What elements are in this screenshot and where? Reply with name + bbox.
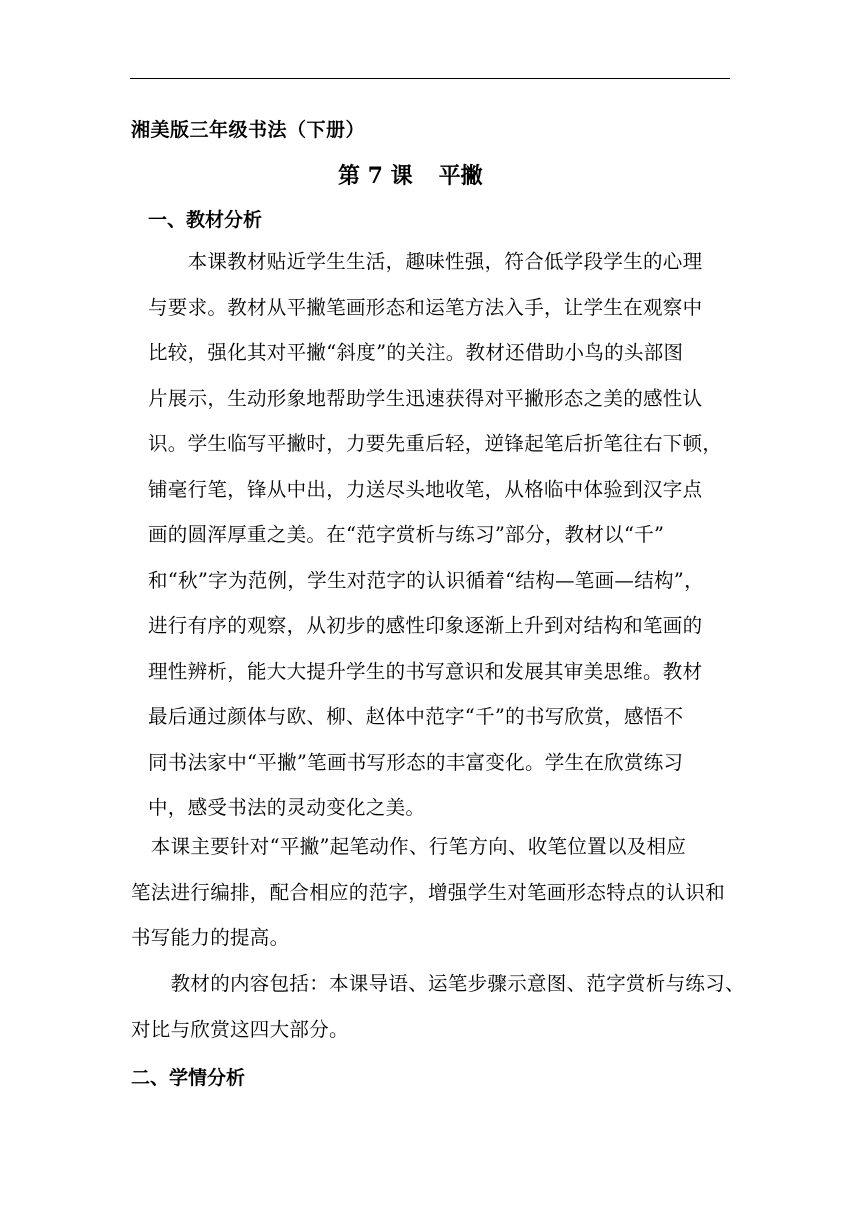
lesson-number: 第 7 课 — [338, 163, 413, 189]
text-line: 本课主要针对“平撇”起笔动作、行笔方向、收笔位置以及相应 — [131, 835, 687, 858]
text-line: 同书法家中“平撇”笔画书写形态的丰富变化。学生在欣赏练习 — [148, 750, 684, 774]
text-line: 本课教材贴近学生生活，趣味性强，符合低学段学生的心理 — [148, 250, 703, 273]
text-line: 识。学生临写平撇时，力要先重后轻，逆锋起笔后折笔往右下顿， — [148, 432, 723, 455]
text-line: 笔法进行编排，配合相应的范字，增强学生对笔画形态特点的认识和 — [131, 880, 726, 904]
text-line: 进行有序的观察，从初步的感性印象逐渐上升到对结构和笔画的 — [148, 614, 703, 637]
section-heading-learner-analysis: 二、学情分析 — [131, 1067, 246, 1089]
paragraph-textbook-analysis — [148, 247, 728, 839]
paragraph-contents — [131, 969, 745, 1060]
text-line: 对比与欣赏这四大部分。 — [131, 1017, 349, 1041]
header-rule — [130, 78, 730, 79]
text-line: 片展示，生动形象地帮助学生迅速获得对平撇形态之美的感性认 — [148, 386, 703, 410]
text-line: 与要求。教材从平撇笔画形态和运笔方法入手，让学生在观察中 — [148, 295, 703, 319]
paragraph-lesson-focus — [131, 832, 731, 969]
section-heading-textbook-analysis: 一、教材分析 — [148, 209, 263, 231]
text-line: 画的圆浑厚重之美。在“范字赏析与练习”部分，教材以“千” — [148, 523, 665, 546]
lesson-name: 平撇 — [438, 163, 483, 189]
lesson-title — [338, 159, 483, 190]
text-line: 最后通过颜体与欧、柳、赵体中范字“千”的书写欣赏，感悟不 — [148, 705, 684, 728]
text-line: 书写能力的提高。 — [131, 926, 290, 949]
text-line: 中，感受书法的灵动变化之美。 — [148, 796, 426, 819]
text-line: 铺毫行笔，锋从中出，力送尽头地收笔，从格临中体验到汉字点 — [148, 477, 703, 501]
text-line: 理性辨析，能大大提升学生的书写意识和发展其审美思维。教材 — [148, 659, 703, 683]
text-line: 教材的内容包括：本课导语、运笔步骤示意图、范字赏析与练习、 — [131, 972, 745, 995]
text-line: 和“秋”字为范例，学生对范字的认识循着“结构—笔画—结构”， — [148, 568, 704, 592]
text-line: 比较，强化其对平撇“斜度”的关注。教材还借助小鸟的头部图 — [148, 341, 684, 364]
book-subtitle: 湘美版三年级书法（下册） — [131, 119, 366, 141]
